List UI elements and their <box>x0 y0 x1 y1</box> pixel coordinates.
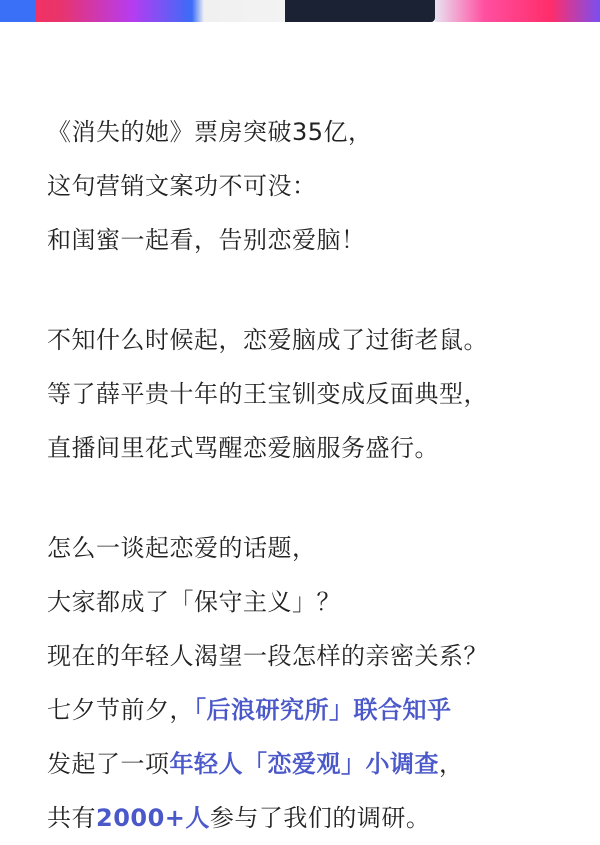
text-segment: 现在的年轻人渴望一段怎样的亲密关系？ <box>47 642 488 670</box>
text-line <box>47 683 587 737</box>
text-segment: 这句营销文案功不可没： <box>47 172 317 200</box>
paragraph <box>47 313 587 475</box>
text-line <box>47 575 587 629</box>
highlighted-text: 年轻人「恋爱观」小调查 <box>169 750 439 778</box>
text-line <box>47 629 587 683</box>
paragraph <box>47 521 587 845</box>
text-line <box>47 313 587 367</box>
highlighted-text: 2000+人 <box>96 804 210 832</box>
text-line <box>47 521 587 575</box>
text-line <box>47 159 587 213</box>
paragraph-spacer <box>47 267 587 313</box>
paragraph <box>47 105 587 267</box>
text-line <box>47 421 587 475</box>
header-image-left-panel <box>0 0 35 22</box>
text-segment: 七夕节前夕， <box>47 696 194 724</box>
text-line <box>47 737 587 791</box>
header-image-right-panel <box>435 0 600 22</box>
article-body <box>47 105 587 845</box>
text-segment: 怎么一谈起恋爱的话题， <box>47 534 317 562</box>
text-segment: 《消失的她》票房突破35亿， <box>47 118 373 146</box>
highlighted-text: 「后浪研究所」联合知乎 <box>194 696 452 724</box>
text-segment: 等了薛平贵十年的王宝钏变成反面典型， <box>47 380 488 408</box>
text-segment: 大家都成了「保守主义」？ <box>47 588 341 616</box>
text-segment: 参与了我们的调研。 <box>209 804 431 832</box>
text-segment: 直播间里花式骂醒恋爱脑服务盛行。 <box>47 434 439 462</box>
paragraph-spacer <box>47 475 587 521</box>
header-image-center-figure <box>285 0 435 22</box>
text-line <box>47 213 587 267</box>
text-segment: 和闺蜜一起看，告别恋爱脑！ <box>47 226 366 254</box>
header-image <box>0 0 600 22</box>
text-segment: 不知什么时候起，恋爱脑成了过街老鼠。 <box>47 326 488 354</box>
text-line <box>47 105 587 159</box>
text-segment: ， <box>439 750 464 778</box>
text-line <box>47 791 587 845</box>
text-segment: 共有 <box>47 804 96 832</box>
text-line <box>47 367 587 421</box>
text-segment: 发起了一项 <box>47 750 170 778</box>
